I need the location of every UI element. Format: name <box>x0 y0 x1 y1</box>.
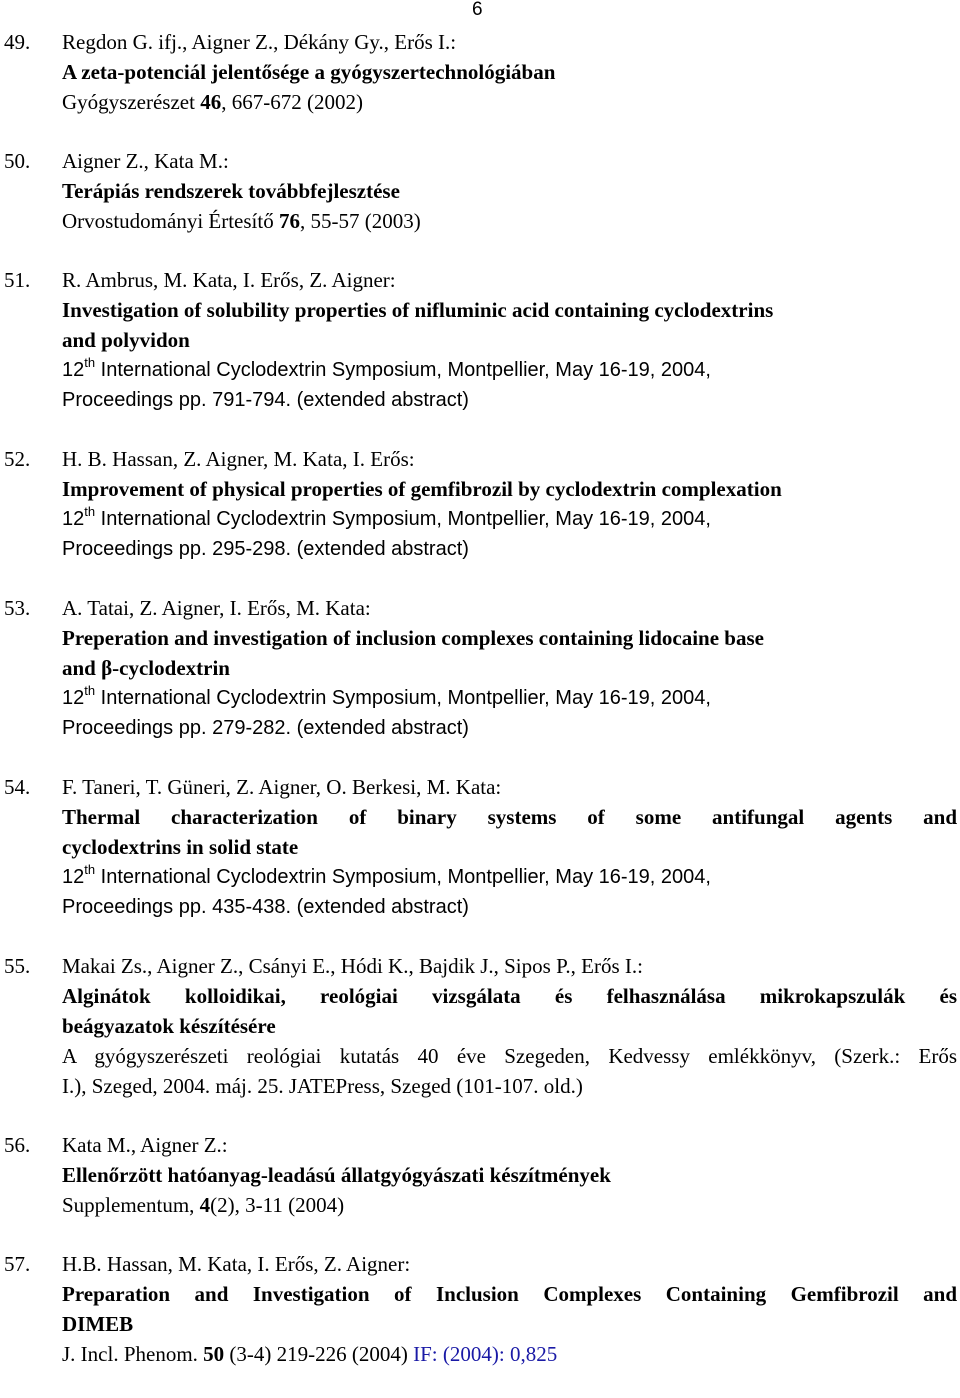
entry-authors: H.B. Hassan, M. Kata, I. Erős, Z. Aigner: <box>62 1252 411 1276</box>
publication-entry <box>0 265 960 415</box>
entry-title-cont: beágyazatok készítésére <box>62 1014 276 1038</box>
entry-proceedings: Proceedings pp. 791-794. (extended abstract) <box>62 389 469 411</box>
volume: 76 <box>278 209 300 233</box>
entry-number: 53. <box>4 596 31 620</box>
publication-entry <box>0 593 960 743</box>
entry-authors: A. Tatai, Z. Aigner, I. Erős, M. Kata: <box>62 596 371 620</box>
entry-title: A zeta-potenciál jelentősége a gyógyszertechnológiában <box>62 60 556 84</box>
entry-title-cont: DIMEB <box>62 1312 134 1336</box>
entry-title: Investigation of solubility properties of nifluminic acid containing cyclodextrins <box>62 298 774 322</box>
entry-number: 55. <box>4 954 31 978</box>
publication-entry <box>0 27 960 117</box>
entry-proceedings: Proceedings pp. 435-438. (extended abstract) <box>62 896 469 918</box>
entry-proceedings: Proceedings pp. 279-282. (extended abstract) <box>62 717 469 739</box>
volume: 46 <box>200 90 222 114</box>
entry-number: 56. <box>4 1133 31 1157</box>
entry-number: 57. <box>4 1252 31 1276</box>
entry-title-cont: and polyvidon <box>62 328 190 352</box>
entry-title: Ellenőrzött hatóanyag-leadású állatgyógyászati készítmények <box>62 1163 611 1187</box>
impact-factor: IF: (2004): 0,825 <box>413 1342 558 1366</box>
entry-title-cont: and β-cyclodextrin <box>62 656 230 680</box>
entry-number: 52. <box>4 447 31 471</box>
entry-source: Orvostudományi Értesítő 76, 55-57 (2003) <box>62 209 421 233</box>
entry-conference: 12th International Cyclodextrin Symposium, Montpellier, May 16-19, 2004, <box>62 683 711 709</box>
publication-entry <box>0 444 960 564</box>
entry-title: Terápiás rendszerek továbbfejlesztése <box>62 179 400 203</box>
entry-conference: 12th International Cyclodextrin Symposium, Montpellier, May 16-19, 2004, <box>62 504 711 530</box>
entry-authors: Regdon G. ifj., Aigner Z., Dékány Gy., Erős I.: <box>62 30 457 54</box>
publication-list <box>0 27 960 1398</box>
entry-authors: H. B. Hassan, Z. Aigner, M. Kata, I. Erős: <box>62 447 415 471</box>
entry-authors: Makai Zs., Aigner Z., Csányi E., Hódi K., Bajdik J., Sipos P., Erős I.: <box>62 954 643 978</box>
entry-title: Thermal characterization of binary systems of some antifungal agents and <box>62 805 957 829</box>
volume: 4 <box>199 1193 211 1217</box>
entry-source: Supplementum, 4(2), 3-11 (2004) <box>62 1193 345 1217</box>
entry-title: Alginátok kolloidikai, reológiai vizsgálata és felhasználása mikrokapszulák és <box>62 984 957 1008</box>
entry-authors: F. Taneri, T. Güneri, Z. Aigner, O. Berkesi, M. Kata: <box>62 775 502 799</box>
entry-authors: Aigner Z., Kata M.: <box>62 149 229 173</box>
entry-conference: 12th International Cyclodextrin Symposium, Montpellier, May 16-19, 2004, <box>62 862 711 888</box>
entry-authors: Kata M., Aigner Z.: <box>62 1133 228 1157</box>
entry-title-cont: cyclodextrins in solid state <box>62 835 299 859</box>
entry-proceedings: Proceedings pp. 295-298. (extended abstract) <box>62 538 469 560</box>
entry-title: Improvement of physical properties of gemfibrozil by cyclodextrin complexation <box>62 477 782 501</box>
volume: 50 <box>203 1342 225 1366</box>
publication-entry <box>0 146 960 236</box>
entry-source: J. Incl. Phenom. 50 (3-4) 219-226 (2004) IF: (2004): 0,825 <box>62 1342 558 1366</box>
entry-number: 50. <box>4 149 31 173</box>
entry-source: Gyógyszerészet 46, 667-672 (2002) <box>62 90 363 114</box>
entry-authors: R. Ambrus, M. Kata, I. Erős, Z. Aigner: <box>62 268 396 292</box>
publication-entry <box>0 1130 960 1220</box>
entry-source-cont: I.), Szeged, 2004. máj. 25. JATEPress, Szeged (101-107. old.) <box>62 1074 583 1098</box>
entry-number: 54. <box>4 775 31 799</box>
entry-source: A gyógyszerészeti reológiai kutatás 40 éve Szegeden, Kedvessy emlékkönyv, (Szerk.: Erős <box>62 1044 957 1068</box>
entry-number: 49. <box>4 30 31 54</box>
entry-title: Preperation and investigation of inclusion complexes containing lidocaine base <box>62 626 764 650</box>
publication-entry <box>0 772 960 922</box>
page-number: 6 <box>472 0 483 20</box>
publication-entry <box>0 1249 960 1369</box>
entry-conference: 12th International Cyclodextrin Symposium, Montpellier, May 16-19, 2004, <box>62 355 711 381</box>
entry-title: Preparation and Investigation of Inclusion Complexes Containing Gemfibrozil and <box>62 1282 957 1306</box>
entry-number: 51. <box>4 268 31 292</box>
publication-entry <box>0 951 960 1101</box>
